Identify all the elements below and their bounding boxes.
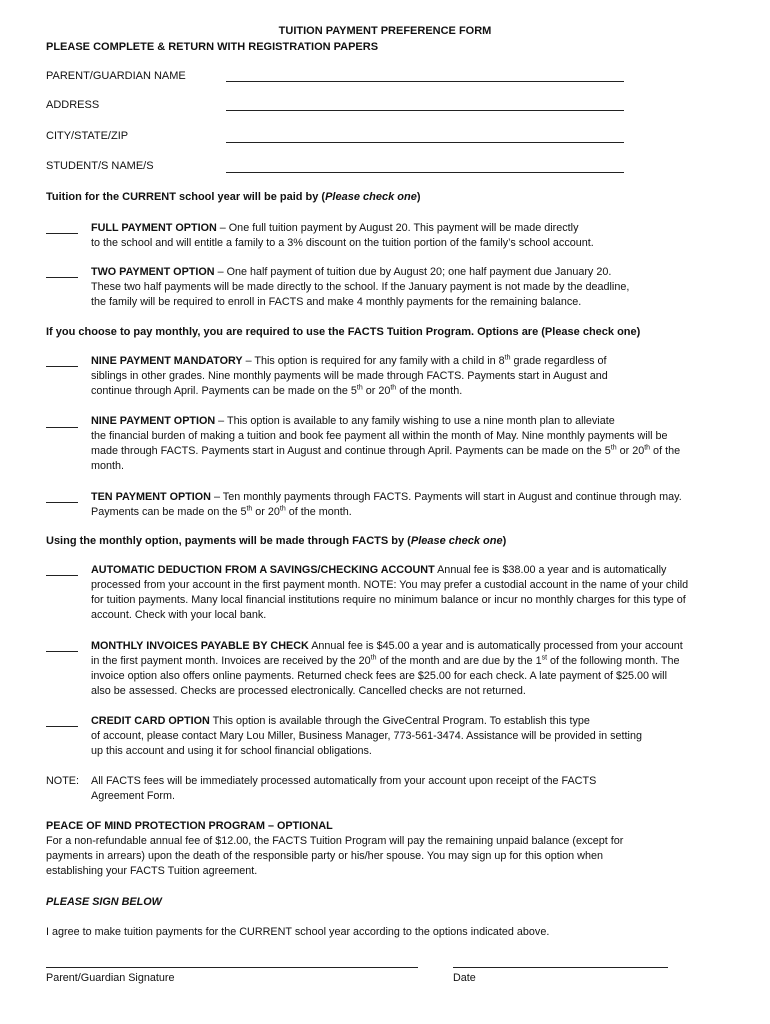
- ten-option-title: TEN PAYMENT OPTION: [91, 491, 211, 503]
- signature-label: Parent/Guardian Signature: [46, 972, 175, 984]
- two-payment-option: TWO PAYMENT OPTION – One half payment of tuition due by August 20; one half payment due January 20. These two half payments will be made directly to the school. If the January payment is not made by the deadline, the family will be required to enroll in FACTS and make 4 monthly payments for the remaining balance.: [91, 266, 630, 308]
- address-field[interactable]: [226, 110, 624, 111]
- section1-heading: Tuition for the CURRENT school year will be paid by (Please check one): [46, 191, 421, 203]
- signature-field[interactable]: [46, 967, 418, 968]
- auto-deduction-checkbox[interactable]: [46, 575, 78, 576]
- student-names-field[interactable]: [226, 172, 624, 173]
- auto-deduction-title: AUTOMATIC DEDUCTION FROM A SAVINGS/CHECKING ACCOUNT: [91, 564, 435, 576]
- two-payment-checkbox[interactable]: [46, 277, 78, 278]
- peace-of-mind-heading: PEACE OF MIND PROTECTION PROGRAM – OPTIONAL: [46, 820, 333, 832]
- note-label: NOTE:: [46, 775, 79, 787]
- two-payment-title: TWO PAYMENT OPTION: [91, 266, 215, 278]
- date-field[interactable]: [453, 967, 668, 968]
- section3-heading: Using the monthly option, payments will be made through FACTS by (Please check one): [46, 535, 507, 547]
- please-sign-heading: PLEASE SIGN BELOW: [46, 896, 162, 908]
- city-state-zip-label: CITY/STATE/ZIP: [46, 130, 129, 142]
- peace-of-mind-section: PEACE OF MIND PROTECTION PROGRAM – OPTIONAL For a non-refundable annual fee of $12.00, the FACTS Tuition Program will pay the remaining unpaid balance (except for payments in arrears) upon the death of the responsible party or his/her spouse. You may sign up for this option when establishing your FACTS Tuition agreement.: [46, 819, 696, 879]
- student-names-label: STUDENT/S NAME/S: [46, 160, 154, 172]
- monthly-invoices-checkbox[interactable]: [46, 651, 78, 652]
- full-payment-title: FULL PAYMENT OPTION: [91, 222, 217, 234]
- parent-guardian-name-label: PARENT/GUARDIAN NAME: [46, 70, 186, 82]
- nine-option-title: NINE PAYMENT OPTION: [91, 415, 216, 427]
- section2-heading: If you choose to pay monthly, you are required to use the FACTS Tuition Program. Options are (Please check one): [46, 326, 641, 338]
- nine-mandatory-checkbox[interactable]: [46, 366, 78, 367]
- monthly-invoices-title: MONTHLY INVOICES PAYABLE BY CHECK: [91, 640, 309, 652]
- credit-card-checkbox[interactable]: [46, 726, 78, 727]
- city-state-zip-field[interactable]: [226, 142, 624, 143]
- full-payment-checkbox[interactable]: [46, 233, 78, 234]
- note-text: All FACTS fees will be immediately processed automatically from your account upon receipt of the FACTS Agreement Form.: [91, 775, 597, 802]
- credit-card-title: CREDIT CARD OPTION: [91, 715, 210, 727]
- form-title: TUITION PAYMENT PREFERENCE FORM: [278, 25, 492, 37]
- nine-payment-mandatory-option: NINE PAYMENT MANDATORY – This option is required for any family with a child in 8th grade regardless of siblings in other grades. Nine monthly payments will be made through FACTS. Payments start in August and continue through April. Payments can be made on the 5th or 20th of the month.: [91, 354, 608, 397]
- nine-mandatory-title: NINE PAYMENT MANDATORY: [91, 355, 243, 367]
- ten-option-checkbox[interactable]: [46, 502, 78, 503]
- address-label: ADDRESS: [46, 99, 100, 111]
- date-label: Date: [453, 972, 476, 984]
- monthly-invoices-option: MONTHLY INVOICES PAYABLE BY CHECK Annual fee is $45.00 a year and is automatically processed from your account in the first payment month. Invoices are received by the 20th of the month and are due by the 1st of the following month. The invoice option also offers online payments. Returned check fees are $25.00 for each check. A late payment of $25.00 will also be assessed. Checks are processed electronically. Cancelled checks are not returned.: [91, 640, 683, 697]
- nine-payment-option: NINE PAYMENT OPTION – This option is available to any family wishing to use a nine month plan to alleviate the financial burden of making a tuition and book fee payment all within the month of May. Nine monthly payments will be made through FACTS. Payments start in August and continue through April. Payments can be made on the 5th or 20th of the month.: [91, 415, 681, 472]
- auto-deduction-option: AUTOMATIC DEDUCTION FROM A SAVINGS/CHECKING ACCOUNT Annual fee is $38.00 a year and is automatically processed from your account in the first payment month. NOTE: You may prefer a custodial account in the name of your child for tuition payments. Many local financial institutions require no minimum balance or incur no monthly charges for this type of account. Check with your local bank.: [91, 564, 689, 621]
- form-subtitle: PLEASE COMPLETE & RETURN WITH REGISTRATION PAPERS: [46, 41, 379, 53]
- credit-card-option: CREDIT CARD OPTION This option is available through the GiveCentral Program. To establish this type of account, please contact Mary Lou Miller, Business Manager, 773-561-3474. Assistance will be provided in setting up this account and using it for school financial obligations.: [91, 715, 642, 757]
- full-payment-option: FULL PAYMENT OPTION – One full tuition payment by August 20. This payment will be made directly to the school and will entitle a family to a 3% discount on the tuition portion of the family’s school account.: [91, 222, 594, 249]
- agreement-text: I agree to make tuition payments for the CURRENT school year according to the options indicated above.: [46, 926, 550, 938]
- ten-payment-option: TEN PAYMENT OPTION – Ten monthly payments through FACTS. Payments will start in August and continue through may. Payments can be made on the 5th or 20th of the month.: [91, 491, 682, 518]
- parent-guardian-name-field[interactable]: [226, 81, 624, 82]
- nine-option-checkbox[interactable]: [46, 427, 78, 428]
